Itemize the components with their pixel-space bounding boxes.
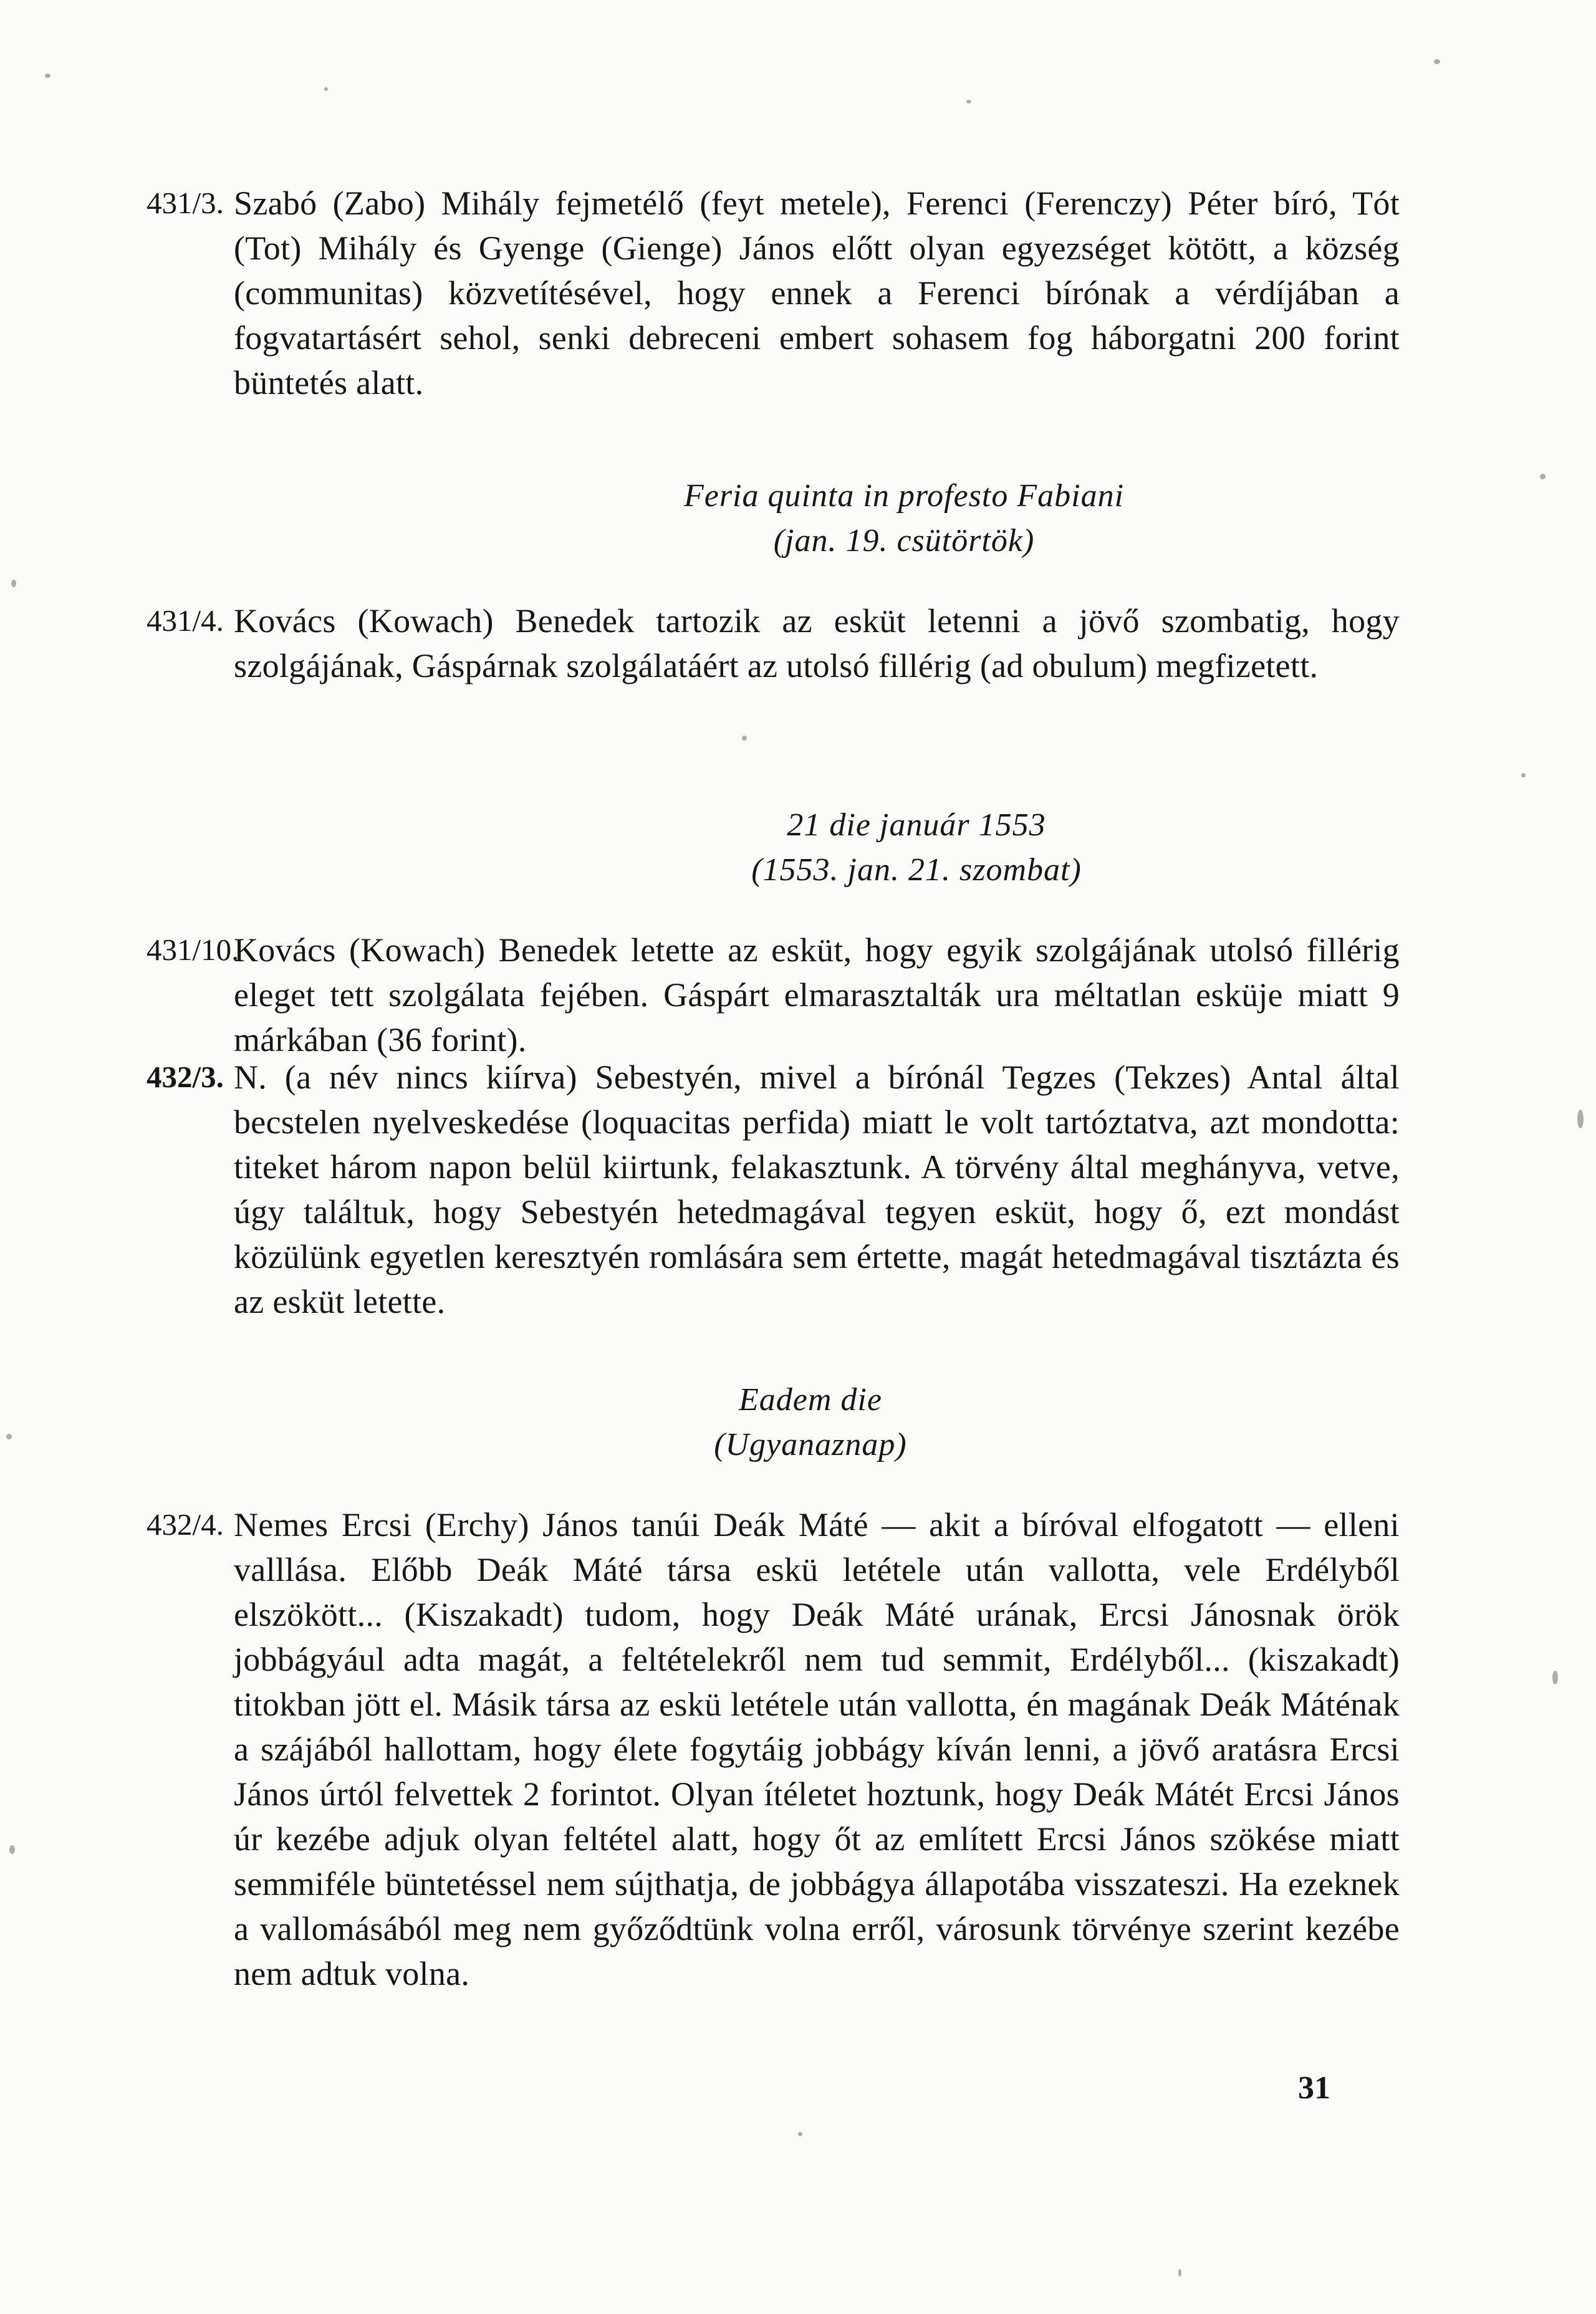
scan-speck	[966, 100, 971, 103]
entry-text: Kovács (Kowach) Benedek tartozik az esküt letenni a jövő szombatig, hogy szolgájának, Gáspárnak szolgálatáért az utolsó fillérig (ad obulum) megfizetett.	[234, 602, 1400, 684]
date-heading	[0, 1378, 1596, 1467]
date-heading	[0, 474, 1596, 564]
entry-number: 432/4.	[147, 1507, 224, 1542]
scan-speck	[11, 580, 16, 587]
heading-latin: Eadem die	[739, 1382, 882, 1418]
entry-number: 432/3.	[147, 1060, 224, 1094]
scan-speck	[1178, 2269, 1181, 2277]
scan-speck	[798, 2132, 802, 2136]
entry-text: Nemes Ercsi (Erchy) János tanúi Deák Máté — akit a bíróval elfogatott — elleni valllása. Előbb Deák Máté társa eskü letétele után vallotta, vele Erdélyből elszökött... (Kiszakadt) tudom, hogy Deák Máté urának, Ercsi Jánosnak örök jobbágyául adta magát, a feltételekről nem tud semmit, Erdélyből... (kiszakadt) titokban jött el. Másik társa az eskü letétele után vallotta, én magának Deák Máténak a szájából hallottam, hogy élete fogytáig jobbágy kíván lenni, a jövő aratásra Ercsi János úrtól felvettek 2 forintot. Olyan ítéletet hoztunk, hogy Deák Mátét Ercsi János úr kezébe adjuk olyan feltétel alatt, hogy őt az említett Ercsi János szökése miatt semmiféle büntetéssel nem sújthatja, de jobbágya állapotába visszateszi. Ha ezeknek a vallomásából meg nem győződtünk volna erről, városunk törvénye szerint kezébe nem adtuk volna.	[234, 1506, 1400, 1992]
entry-432-3	[147, 1055, 1400, 1324]
scan-speck	[324, 87, 328, 91]
heading-hungarian: (1553. jan. 21. szombat)	[751, 852, 1082, 888]
entry-431-3	[147, 181, 1400, 405]
heading-hungarian: (Ugyanaznap)	[714, 1427, 907, 1462]
heading-latin: Feria quinta in profesto Fabiani	[683, 478, 1125, 514]
date-heading	[0, 803, 1596, 893]
entry-431-4	[147, 598, 1400, 688]
entry-number: 431/3.	[147, 186, 224, 220]
scan-speck	[9, 1845, 15, 1854]
entry-431-10	[147, 928, 1400, 1062]
entry-432-4	[147, 1502, 1400, 1996]
scan-speck	[45, 74, 50, 78]
page-number: 31	[1298, 2070, 1330, 2106]
entry-text: Kovács (Kowach) Benedek letette az esküt, hogy egyik szolgájának utolsó fillérig eleget tett szolgálata fejében. Gáspárt elmarasztalták ura méltatlan esküje miatt 9 márkában (36 forint).	[234, 931, 1400, 1059]
heading-latin: 21 die január 1553	[787, 807, 1046, 843]
scan-speck	[1552, 1671, 1558, 1684]
entry-number: 431/10.	[147, 933, 239, 967]
entry-text: N. (a név nincs kiírva) Sebestyén, mivel a bírónál Tegzes (Tekzes) Antal által becstelen nyelveskedése (loquacitas perfida) miatt le volt tartóztatva, azt mondotta: titeket három napon belül kiirtunk, felakasztunk. A törvény által meghányva, vetve, úgy találtuk, hogy Sebestyén hetedmagával tegyen esküt, hogy ő, ezt mondást közülünk egyetlen keresztyén romlására sem értette, magát hetedmagával tisztázta és az esküt letette.	[234, 1059, 1400, 1320]
scan-speck	[742, 736, 747, 741]
scan-speck	[1577, 1110, 1584, 1128]
scan-speck	[1434, 59, 1440, 64]
entry-text: Szabó (Zabo) Mihály fejmetélő (feyt metele), Ferenci (Ferenczy) Péter bíró, Tót (Tot) Mihály és Gyenge (Gienge) János előtt olyan egyezséget kötött, a község (communitas) közvetítésével, hogy ennek a Ferenci bírónak a vérdíjában a fogvatartásért sehol, senki debreceni embert sohasem fog háborgatni 200 forint büntetés alatt.	[234, 185, 1400, 401]
heading-hungarian: (jan. 19. csütörtök)	[773, 523, 1035, 559]
entry-number: 431/4.	[147, 603, 224, 638]
scan-speck	[1521, 773, 1526, 777]
